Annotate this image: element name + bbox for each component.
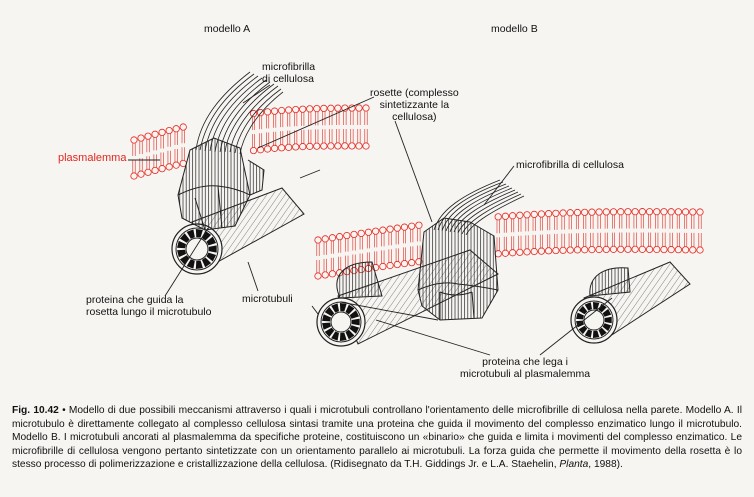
lipid-head <box>300 106 306 112</box>
lipid-head <box>250 110 256 116</box>
lipid-head <box>344 232 350 238</box>
lipid-head <box>654 208 660 214</box>
lipid-head <box>336 233 342 239</box>
lipid-head <box>356 143 362 149</box>
lipid-head <box>278 107 284 113</box>
lipid-head <box>567 247 573 253</box>
caption-text-end: , 1988). <box>588 459 623 471</box>
lipid-head <box>632 246 638 252</box>
lipid-head <box>356 105 362 111</box>
lipid-head <box>553 210 559 216</box>
lipid-head <box>697 209 703 215</box>
lipid-head <box>365 229 371 235</box>
lipid-head <box>351 231 357 237</box>
lipid-head <box>589 246 595 252</box>
lipid-head <box>401 260 407 266</box>
lipid-head <box>675 247 681 253</box>
lipid-head <box>697 247 703 253</box>
lipid-head <box>271 145 277 151</box>
lipid-head <box>509 213 515 219</box>
caption-journal: Planta <box>559 459 589 471</box>
model-b-title: modello B <box>491 23 538 35</box>
caption-text: Modello di due possibili meccanismi attraverso i quali i microtubuli controllano l'orientamento delle microfibrille di cellulosa nella parete. Modello A. Il microtubulo è direttamente collegato al complesso cellulosa sintasi tramite una proteina che guida il movimento del complesso enzimatico lungo il microtubulo. Modello B. I microtubuli ancorati al plasmalemma da specifiche proteine, costituiscono un «binario» che guida e limita i movimenti del complesso enzimatico. Le microfibrille di cellulosa vengono pertanto sintetizzate con un orientamento parallelo ai microtubuli. La forza guida che permette il movimento della rosetta è lo stesso processo di polimerizzazione e cristallizzazione della cellulosa. (Ridisegnato da T.H. Giddings Jr. e L.A. Staehelin, <box>12 405 742 471</box>
lipid-head <box>690 247 696 253</box>
plasmalemma-label: plasmalemma <box>58 152 127 164</box>
lipid-head <box>603 246 609 252</box>
lipid-head <box>328 143 334 149</box>
lipid-head <box>307 106 313 112</box>
lipid-head <box>574 209 580 215</box>
lipid-head <box>380 227 386 233</box>
lipid-head <box>145 133 151 139</box>
lipid-head <box>596 209 602 215</box>
binding-protein-label-line1: proteina che lega i <box>482 356 568 368</box>
lipid-head <box>610 246 616 252</box>
rosette-label <box>370 87 459 123</box>
lipid-head <box>159 129 165 135</box>
lipid-head <box>292 144 298 150</box>
lipid-head <box>394 261 400 267</box>
lipid-head <box>250 147 256 153</box>
lipid-head <box>625 246 631 252</box>
lipid-head <box>358 230 364 236</box>
lipid-head <box>502 250 508 256</box>
lipid-head <box>654 246 660 252</box>
lipid-head <box>416 222 422 228</box>
lipid-head <box>538 211 544 217</box>
lipid-head <box>145 169 151 175</box>
lipid-head <box>675 209 681 215</box>
lipid-head <box>531 248 537 254</box>
rosette-label-line3: cellulosa) <box>392 111 437 123</box>
lipid-head <box>173 162 179 168</box>
lipid-head <box>173 126 179 132</box>
lipid-head <box>610 209 616 215</box>
rosette-label-line1: rosette (complesso <box>370 87 459 99</box>
lipid-head <box>166 127 172 133</box>
lipid-head <box>553 247 559 253</box>
lipid-head <box>321 143 327 149</box>
microfibril-a-label-line1: microfibrilla <box>262 61 316 73</box>
lipid-head <box>646 208 652 214</box>
lipid-head <box>639 246 645 252</box>
lipid-head <box>387 262 393 268</box>
lipid-head <box>690 209 696 215</box>
lipid-head <box>668 246 674 252</box>
lipid-head <box>335 105 341 111</box>
lipid-head <box>517 249 523 255</box>
microtubule-a-cross-section <box>172 224 222 274</box>
lipid-head <box>567 210 573 216</box>
lipid-head <box>138 135 144 141</box>
lipid-head <box>509 250 515 256</box>
lipid-head <box>315 273 321 279</box>
microfibril-a-label <box>262 61 315 85</box>
lipid-head <box>278 145 284 151</box>
lipid-head <box>625 208 631 214</box>
lipid-head <box>285 107 291 113</box>
lipid-head <box>152 131 158 137</box>
lipid-head <box>264 146 270 152</box>
lipid-head <box>131 137 137 143</box>
lipid-head <box>271 108 277 114</box>
lipid-head <box>517 212 523 218</box>
lipid-head <box>307 143 313 149</box>
lipid-head <box>363 105 369 111</box>
lipid-head <box>682 247 688 253</box>
guide-protein-label-line2: rosetta lungo il microtubulo <box>86 306 212 318</box>
lipid-head <box>314 105 320 111</box>
lipid-head <box>380 263 386 269</box>
lipid-head <box>329 235 335 241</box>
guide-protein-label-line1: proteina che guida la <box>86 294 184 306</box>
rosette-b <box>418 218 498 320</box>
lipid-head <box>166 164 172 170</box>
lipid-head <box>264 109 270 115</box>
lipid-head <box>574 247 580 253</box>
lipid-head <box>596 246 602 252</box>
lipid-head <box>524 249 530 255</box>
lipid-head <box>138 171 144 177</box>
lipid-head <box>321 105 327 111</box>
lipid-head <box>401 224 407 230</box>
guide-protein-label <box>86 294 211 318</box>
lipid-head <box>315 237 321 243</box>
lipid-head <box>314 143 320 149</box>
lipid-head <box>668 209 674 215</box>
lipid-head <box>646 246 652 252</box>
lipid-head <box>394 225 400 231</box>
lipid-head <box>335 143 341 149</box>
lipid-head <box>342 143 348 149</box>
binding-protein-label-line2: microtubuli al plasmalemma <box>460 368 591 380</box>
lipid-head <box>131 173 137 179</box>
lipid-head <box>560 210 566 216</box>
lipid-head <box>545 248 551 254</box>
microtubules-label: microtubuli <box>242 293 293 305</box>
lipid-head <box>618 246 624 252</box>
lipid-head <box>285 144 291 150</box>
lipid-head <box>524 212 530 218</box>
lipid-head <box>349 143 355 149</box>
lipid-head <box>408 259 414 265</box>
rosette-label-line2: sintetizzante la <box>379 99 450 111</box>
lipid-head <box>560 247 566 253</box>
lipid-head <box>363 143 369 149</box>
lipid-head <box>661 209 667 215</box>
microtubule-b-right-cross-section <box>571 297 617 343</box>
lipid-head <box>159 165 165 171</box>
microfibril-a-label-line2: di cellulosa <box>262 73 314 85</box>
lipid-head <box>502 213 508 219</box>
lipid-head <box>531 211 537 217</box>
lipid-head <box>300 143 306 149</box>
lipid-head <box>632 208 638 214</box>
lipid-head <box>408 223 414 229</box>
lipid-head <box>545 210 551 216</box>
lipid-head <box>387 226 393 232</box>
lipid-head <box>495 214 501 220</box>
lipid-head <box>603 209 609 215</box>
caption-figure-number: Fig. 10.42 <box>12 405 59 416</box>
lipid-head <box>639 208 645 214</box>
lipid-head <box>589 209 595 215</box>
lipid-head <box>328 105 334 111</box>
lipid-head <box>581 247 587 253</box>
lipid-head <box>372 228 378 234</box>
lipid-head <box>152 167 158 173</box>
lipid-head <box>661 246 667 252</box>
lipid-head <box>322 236 328 242</box>
lipid-head <box>329 271 335 277</box>
lipid-head <box>292 106 298 112</box>
lipid-head <box>682 209 688 215</box>
microfibril-b-label: microfibrilla di cellulosa <box>516 159 624 171</box>
lipid-head <box>581 209 587 215</box>
lipid-head <box>538 248 544 254</box>
figure-caption <box>12 404 742 472</box>
model-a-title: modello A <box>204 23 251 35</box>
lipid-head <box>322 272 328 278</box>
caption-bullet: • <box>62 405 66 416</box>
lipid-head <box>180 124 186 130</box>
lipid-head <box>618 209 624 215</box>
binding-protein-label <box>460 356 590 380</box>
